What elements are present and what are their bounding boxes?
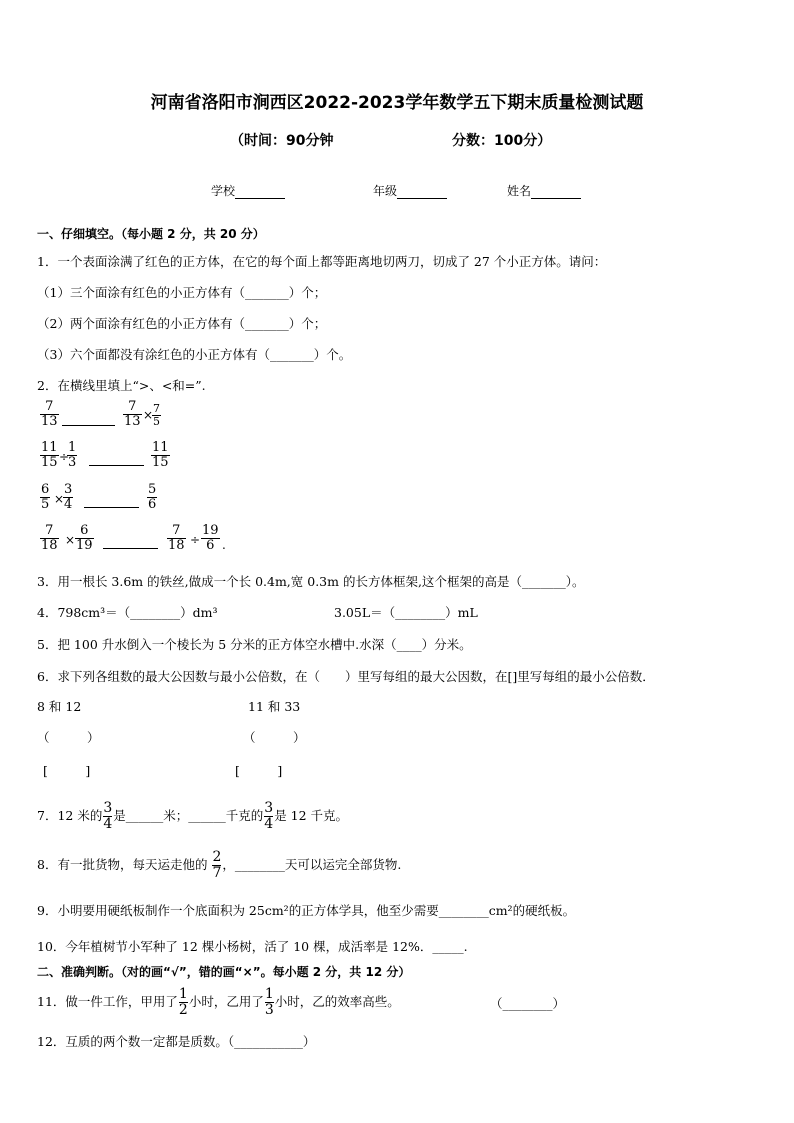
q10-text[interactable]: 10．今年植树节小军种了 12 棵小杨树，活了 10 棵，成活率是 12%．_____. bbox=[37, 939, 468, 954]
q2-r1-frac-a: $\frac{7}{13}$ bbox=[41, 399, 58, 429]
q3-text[interactable]: 3．用一根长 3.6m 的铁丝,做成一个长 0.4m,宽 0.3m 的长方体框架,这个框架的高是（_______）。 bbox=[37, 574, 585, 589]
q11-fraction-2: $\frac{1}{3}$ bbox=[264, 986, 274, 1018]
q2-r2-answer-line[interactable] bbox=[89, 465, 144, 466]
q2-r4-answer-line[interactable] bbox=[103, 548, 158, 549]
q8-suffix[interactable]: ，________天可以运完全部货物. bbox=[222, 857, 402, 872]
q4-part-b[interactable]: 3.05L＝（________）mL bbox=[334, 605, 478, 620]
q6-lcm-blank-1[interactable]: [ ] bbox=[43, 763, 91, 778]
name-field[interactable] bbox=[507, 182, 581, 199]
q7-fraction-1: $\frac{3}{4}$ bbox=[103, 800, 113, 832]
q1-stem: 1．一个表面涂满了红色的正方体，在它的每个面上都等距离地切两刀，切成了 27 个小正方体。请问： bbox=[37, 254, 607, 269]
q2-r4-frac-b: $\frac{6}{19}$ bbox=[76, 523, 93, 553]
section-1-heading: 一、仔细填空。（每小题 2 分，共 20 分） bbox=[37, 227, 265, 241]
q11-text bbox=[37, 982, 400, 1022]
time-label: （时间：90分钟 bbox=[230, 133, 334, 149]
q2-r1-frac-b: $\frac{7}{13}$ bbox=[124, 399, 141, 429]
q8-fraction: $\frac{2}{7}$ bbox=[212, 849, 222, 881]
q6-group2: 11 和 33 bbox=[248, 699, 301, 714]
q2-r4-divide: ÷ bbox=[190, 533, 201, 547]
name-blank[interactable] bbox=[531, 184, 581, 199]
q1-part3[interactable]: （3）六个面都没有涂红色的小正方体有（_______）个。 bbox=[37, 347, 352, 362]
q9-text[interactable]: 9．小明要用硬纸板制作一个底面积为 25cm²的正方体学具，他至少需要________cm²的硬纸板。 bbox=[37, 903, 576, 918]
q12-text[interactable]: 12．互质的两个数一定都是质数。（___________） bbox=[37, 1034, 316, 1049]
q2-r3-times: × bbox=[54, 492, 65, 506]
q5-text[interactable]: 5．把 100 升水倒入一个棱长为 5 分米的正方体空水槽中.水深（____）分米。 bbox=[37, 637, 472, 652]
q2-r1-frac-c: $\frac{7}{5}$ bbox=[153, 402, 160, 428]
q2-r3-frac-a: $\frac{6}{5}$ bbox=[41, 482, 50, 512]
grade-field[interactable] bbox=[373, 182, 447, 199]
score-label: 分数：100分） bbox=[452, 133, 552, 149]
grade-label: 年级 bbox=[373, 184, 398, 198]
q7-middle[interactable]: 是______米；______千克的 bbox=[113, 808, 264, 823]
q6-group1: 8 和 12 bbox=[37, 699, 82, 714]
school-label: 学校 bbox=[211, 184, 236, 198]
q2-r1-answer-line[interactable] bbox=[62, 425, 115, 426]
q11-middle: 小时，乙用了 bbox=[188, 994, 264, 1009]
q4-part-a[interactable]: 4．798cm³＝（________）dm³ bbox=[37, 605, 218, 620]
section-2-heading: 二、准确判断。（对的画“√”，错的画“×”。每小题 2 分，共 12 分） bbox=[37, 965, 411, 979]
q7-prefix: 7．12 米的 bbox=[37, 808, 103, 823]
q2-r4-frac-c: $\frac{7}{18}$ bbox=[168, 523, 185, 553]
q2-r3-frac-c: $\frac{5}{6}$ bbox=[148, 482, 157, 512]
q6-gcd-blank-1[interactable]: （ ） bbox=[37, 730, 100, 745]
q11-suffix: 小时，乙的效率高些。 bbox=[274, 994, 400, 1009]
q6-stem: 6．求下列各组数的最大公因数与最小公倍数，在（ ）里写每组的最大公因数，在[]里写每组的最小公倍数． bbox=[37, 669, 655, 684]
q11-prefix: 11．做一件工作，甲用了 bbox=[37, 994, 178, 1009]
q2-r4-period: . bbox=[222, 538, 226, 552]
school-field[interactable] bbox=[211, 182, 285, 199]
q11-fraction-1: $\frac{1}{2}$ bbox=[178, 986, 188, 1018]
q8-prefix: 8．有一批货物，每天运走他的 bbox=[37, 857, 208, 872]
q1-part2[interactable]: （2）两个面涂有红色的小正方体有（_______）个； bbox=[37, 316, 327, 331]
q2-r3-answer-line[interactable] bbox=[84, 507, 139, 508]
q2-r4-times: × bbox=[65, 533, 76, 547]
q6-gcd-blank-2[interactable]: （ ） bbox=[243, 730, 306, 745]
q6-lcm-blank-2[interactable]: [ ] bbox=[235, 763, 283, 778]
q2-r4-frac-e: $\frac{19}{6}$ bbox=[202, 523, 219, 553]
q1-part1[interactable]: （1）三个面涂有红色的小正方体有（_______）个； bbox=[37, 285, 327, 300]
q2-r2-frac-b: $\frac{1}{3}$ bbox=[68, 440, 77, 470]
q8-text[interactable] bbox=[37, 845, 401, 885]
q7-suffix: 是 12 千克。 bbox=[274, 808, 349, 823]
q7-text[interactable] bbox=[37, 796, 348, 836]
q2-stem: 2．在横线里填上“>、<和=”. bbox=[37, 378, 206, 393]
q2-r2-frac-a: $\frac{11}{15}$ bbox=[41, 440, 58, 470]
school-blank[interactable] bbox=[235, 184, 285, 199]
name-label: 姓名 bbox=[507, 184, 532, 198]
grade-blank[interactable] bbox=[397, 184, 447, 199]
q2-r3-frac-b: $\frac{3}{4}$ bbox=[64, 482, 73, 512]
q2-r4-frac-a: $\frac{7}{18}$ bbox=[41, 523, 58, 553]
page-title: 河南省洛阳市涧西区2022-2023学年数学五下期末质量检测试题 bbox=[150, 93, 644, 113]
q2-r2-divide: ÷ bbox=[59, 450, 70, 464]
q7-fraction-2: $\frac{3}{4}$ bbox=[264, 800, 274, 832]
q2-r2-frac-c: $\frac{11}{15}$ bbox=[152, 440, 169, 470]
q11-answer-blank[interactable]: （________） bbox=[490, 996, 566, 1011]
q2-r1-times: × bbox=[143, 408, 154, 422]
